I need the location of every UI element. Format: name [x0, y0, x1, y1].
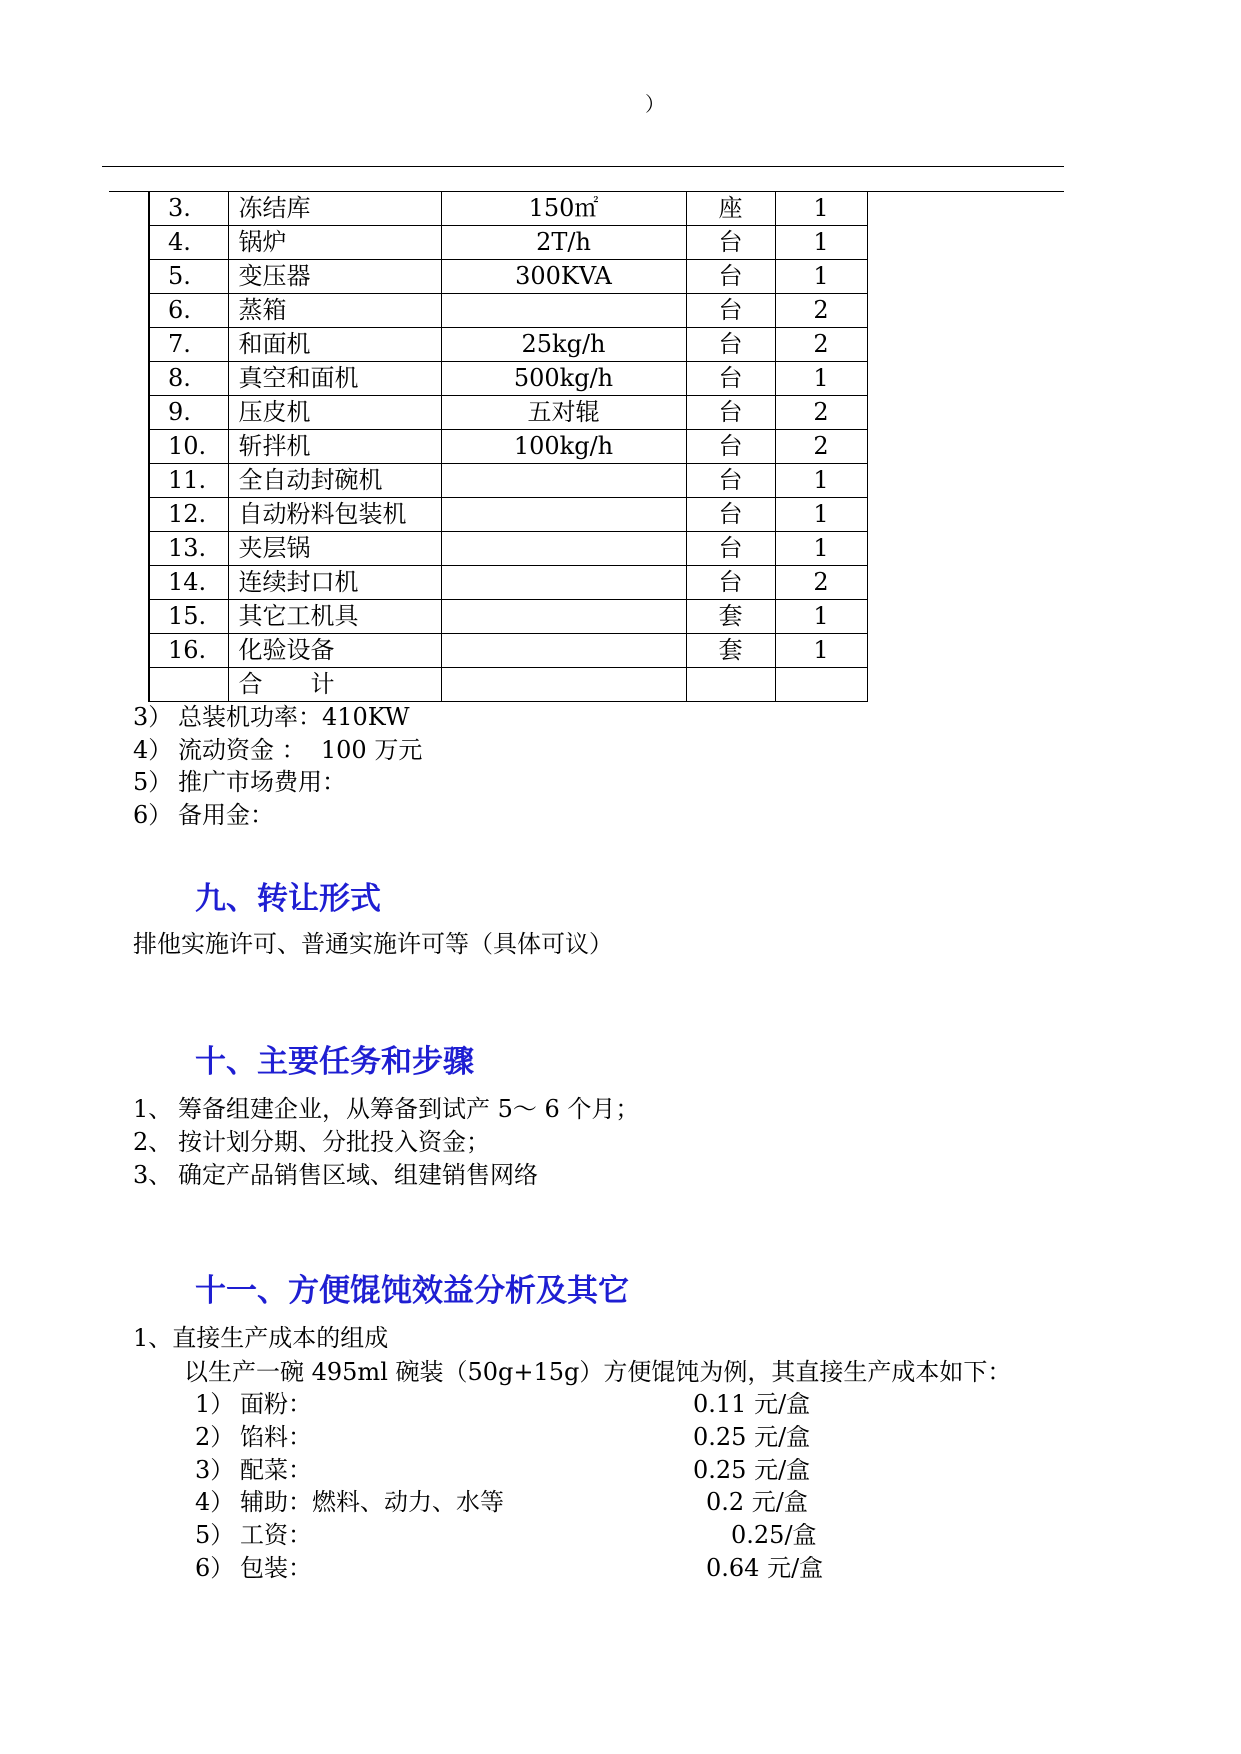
equipment-quantity: 1: [775, 260, 867, 294]
table-row: [149, 498, 867, 532]
table-row: [149, 600, 867, 634]
list-marker: 1、: [133, 1095, 173, 1123]
list-item: [133, 1093, 639, 1126]
equipment-quantity: 1: [775, 634, 867, 668]
equipment-quantity: 2: [775, 396, 867, 430]
equipment-spec: 五对辊: [441, 396, 686, 430]
equipment-spec: [441, 532, 686, 566]
equipment-spec: [441, 294, 686, 328]
list-item: [133, 701, 422, 734]
equipment-name: 全自动封碗机: [228, 464, 441, 498]
equipment-unit: 台: [686, 396, 775, 430]
table-row: [149, 430, 867, 464]
equipment-name: 斩拌机: [228, 430, 441, 464]
list-item-text: 流动资金 ： 100 万元: [178, 735, 423, 764]
table-row: [149, 396, 867, 430]
equipment-quantity: 1: [775, 192, 867, 226]
equipment-spec: [441, 600, 686, 634]
row-number: 4.: [149, 226, 228, 260]
equipment-unit: 台: [686, 260, 775, 294]
row-number: 16.: [149, 634, 228, 668]
list-marker: 6）: [133, 800, 173, 829]
equipment-spec: 2T/h: [441, 226, 686, 260]
equipment-unit: 台: [686, 328, 775, 362]
list-item: [133, 1126, 639, 1159]
table-row: [149, 328, 867, 362]
row-number: 9.: [149, 396, 228, 430]
table-row: [149, 294, 867, 328]
row-number: 12.: [149, 498, 228, 532]
cost-value: 0.25 元/盒: [693, 1422, 811, 1451]
total-spec: [441, 668, 686, 702]
section-11-subheading: 1、直接生产成本的组成: [133, 1324, 389, 1352]
equipment-spec: 150㎡: [441, 192, 686, 226]
row-number: 8.: [149, 362, 228, 396]
list-marker: 5）: [195, 1521, 235, 1550]
row-number: 14.: [149, 566, 228, 600]
list-item: [133, 799, 422, 832]
cost-item: [195, 1519, 817, 1552]
table-row: [149, 532, 867, 566]
equipment-quantity: 1: [775, 498, 867, 532]
cost-label: 配菜：: [240, 1455, 312, 1484]
equipment-name: 锅炉: [228, 226, 441, 260]
equipment-name: 化验设备: [228, 634, 441, 668]
row-number: 7.: [149, 328, 228, 362]
equipment-unit: 座: [686, 192, 775, 226]
investment-list: [133, 701, 422, 831]
equipment-quantity: 1: [775, 226, 867, 260]
cost-label: 工资：: [240, 1521, 312, 1550]
row-number: 3.: [149, 192, 228, 226]
section-9-heading: 九、转让形式: [195, 881, 381, 917]
section-11-intro: 以生产一碗 495ml 碗装（50g+15g）方便馄饨为例，其直接生产成本如下：: [184, 1358, 1012, 1386]
list-item-text: 按计划分期、分批投入资金；: [178, 1128, 490, 1156]
cost-breakdown-list: [195, 1388, 824, 1585]
equipment-name: 冻结库: [228, 192, 441, 226]
equipment-spec: 500kg/h: [441, 362, 686, 396]
list-item-text: 备用金：: [178, 800, 274, 829]
cost-item: [195, 1421, 811, 1454]
list-item-text: 推广市场费用：: [178, 768, 346, 796]
equipment-name: 自动粉料包装机: [228, 498, 441, 532]
equipment-name: 压皮机: [228, 396, 441, 430]
equipment-name: 变压器: [228, 260, 441, 294]
section-11-heading: 十一、方便馄饨效益分析及其它: [195, 1273, 629, 1309]
row-number: 6.: [149, 294, 228, 328]
row-number: 13.: [149, 532, 228, 566]
list-item-text: 确定产品销售区域、组建销售网络: [178, 1161, 538, 1189]
list-marker: 6）: [195, 1553, 235, 1582]
equipment-spec: [441, 566, 686, 600]
cost-item: [195, 1552, 824, 1585]
list-item: [133, 1159, 639, 1192]
equipment-unit: 台: [686, 294, 775, 328]
cost-label: 包装：: [240, 1553, 312, 1582]
equipment-spec: [441, 464, 686, 498]
list-marker: 3、: [133, 1161, 173, 1189]
equipment-quantity: 2: [775, 328, 867, 362]
cost-value: 0.2 元/盒: [706, 1488, 808, 1517]
table-row: [149, 566, 867, 600]
equipment-spec: 300KVA: [441, 260, 686, 294]
list-marker: 4）: [133, 735, 173, 764]
cost-value: 0.25 元/盒: [693, 1455, 811, 1484]
list-marker: 5）: [133, 768, 173, 796]
total-row-number: [149, 668, 228, 702]
list-marker: 3）: [133, 703, 173, 731]
table-row: [149, 634, 867, 668]
equipment-quantity: 1: [775, 600, 867, 634]
equipment-unit: 台: [686, 498, 775, 532]
cost-item: [195, 1388, 811, 1421]
cost-value: 0.25/盒: [731, 1521, 817, 1550]
equipment-unit: 台: [686, 532, 775, 566]
equipment-quantity: 1: [775, 464, 867, 498]
equipment-spec: 25kg/h: [441, 328, 686, 362]
cost-value: 0.11 元/盒: [693, 1390, 811, 1418]
list-marker: 3）: [195, 1455, 235, 1484]
cost-item: [195, 1486, 808, 1519]
equipment-quantity: 2: [775, 566, 867, 600]
equipment-unit: 台: [686, 566, 775, 600]
table-row: [149, 260, 867, 294]
equipment-quantity: 2: [775, 430, 867, 464]
row-number: 15.: [149, 600, 228, 634]
row-number: 10.: [149, 430, 228, 464]
cost-item: [195, 1454, 811, 1487]
row-number: 11.: [149, 464, 228, 498]
table-row: [149, 464, 867, 498]
equipment-name: 蒸箱: [228, 294, 441, 328]
list-item-text: 总装机功率：410KW: [178, 703, 410, 731]
equipment-unit: 台: [686, 226, 775, 260]
list-item: [133, 766, 422, 799]
equipment-name: 真空和面机: [228, 362, 441, 396]
equipment-quantity: 1: [775, 532, 867, 566]
equipment-spec: [441, 634, 686, 668]
cost-label: 辅助：燃料、动力、水等: [240, 1488, 504, 1517]
cost-value: 0.64 元/盒: [706, 1553, 824, 1582]
header-rule-top: [102, 166, 1064, 167]
cost-label: 馅料：: [240, 1422, 312, 1451]
equipment-name: 和面机: [228, 328, 441, 362]
list-marker: 2、: [133, 1128, 173, 1156]
equipment-quantity: 2: [775, 294, 867, 328]
list-marker: 4）: [195, 1488, 235, 1517]
total-quantity: [775, 668, 867, 702]
equipment-unit: 台: [686, 430, 775, 464]
header-mark: ）: [645, 92, 665, 116]
cost-label: 面粉：: [240, 1390, 312, 1418]
equipment-name: 夹层锅: [228, 532, 441, 566]
section-9-body: 排他实施许可、普通实施许可等（具体可议）: [133, 930, 613, 958]
table-total-row: [149, 668, 867, 702]
table-row: [149, 192, 867, 226]
total-unit: [686, 668, 775, 702]
equipment-unit: 套: [686, 600, 775, 634]
row-number: 5.: [149, 260, 228, 294]
equipment-unit: 台: [686, 362, 775, 396]
section-10-heading: 十、主要任务和步骤: [195, 1044, 474, 1080]
equipment-spec: 100kg/h: [441, 430, 686, 464]
list-item-text: 筹备组建企业，从筹备到试产 5～ 6 个月；: [178, 1095, 640, 1123]
equipment-name: 连续封口机: [228, 566, 441, 600]
list-marker: 1）: [195, 1390, 235, 1418]
equipment-quantity: 1: [775, 362, 867, 396]
table-row: [149, 226, 867, 260]
equipment-table: [148, 191, 868, 702]
task-steps-list: [133, 1093, 639, 1192]
equipment-unit: 台: [686, 464, 775, 498]
table-row: [149, 362, 867, 396]
list-marker: 2）: [195, 1422, 235, 1451]
equipment-spec: [441, 498, 686, 532]
equipment-name: 其它工机具: [228, 600, 441, 634]
total-label: 合 计: [228, 668, 441, 702]
list-item: [133, 734, 422, 767]
equipment-unit: 套: [686, 634, 775, 668]
